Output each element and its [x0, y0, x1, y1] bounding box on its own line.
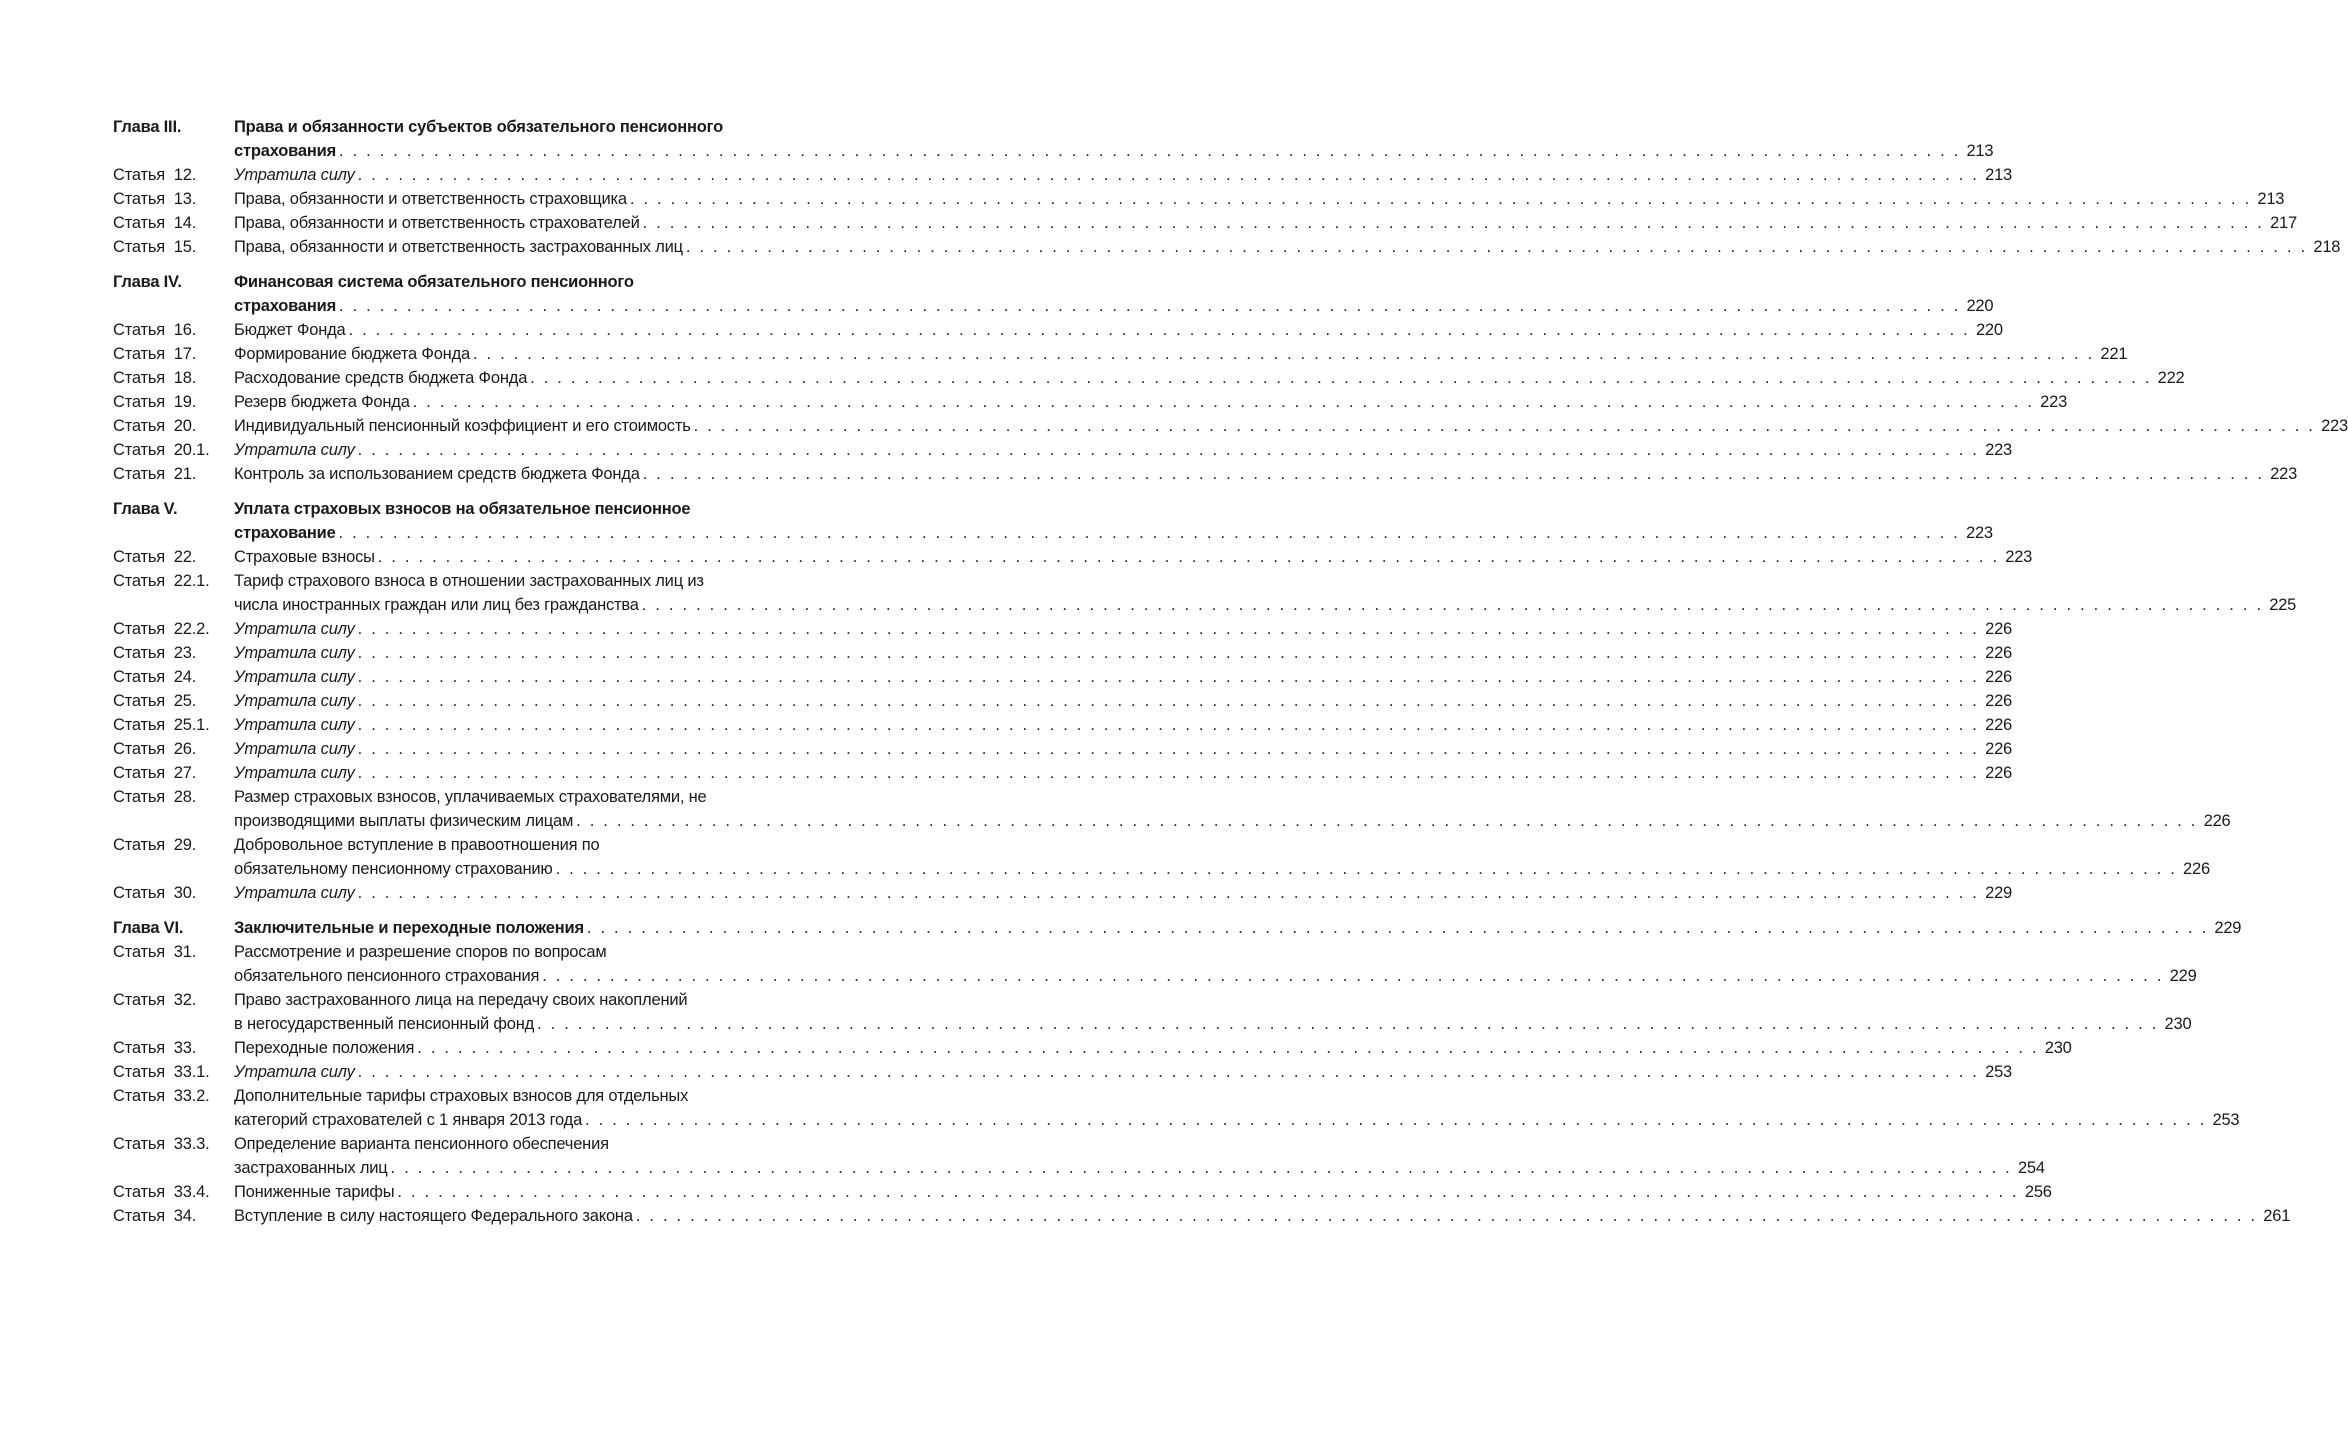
article-number: Статья 33. [113, 1039, 197, 1057]
dot-leader: . . . . . . . . . . . . . . . . . . . . . . . . . . . . . . . . . . . . . . . . . . . . . . . . . . . . . . . . . . . . . . . . . . . . . . . . . . . . . . . . . . . . . . . . . . . . . . . . . . . . . . . . . . . . . . . . . . . . . . . . [357, 692, 1980, 710]
title-text: числа иностранных граждан или лиц без гражданства [234, 596, 639, 614]
article-title [234, 187, 2285, 211]
title-text: Уплата страховых взносов на обязательное пенсионное [234, 500, 691, 518]
dot-leader: . . . . . . . . . . . . . . . . . . . . . . . . . . . . . . . . . . . . . . . . . . . . . . . . . . . . . . . . . . . . . . . . . . . . . . . . . . . . . . . . . . . . . . . . . . . . . . . . . . . . . . . . . . . . . . . . . . . . . . . . [555, 860, 2177, 878]
title-line [234, 593, 2297, 617]
chapter-number: Глава VI. [113, 919, 184, 937]
article-title [234, 390, 2068, 414]
article-title [234, 235, 2341, 259]
dot-leader: . . . . . . . . . . . . . . . . . . . . . . . . . . . . . . . . . . . . . . . . . . . . . . . . . . . . . . . . . . . . . . . . . . . . . . . . . . . . . . . . . . . . . . . . . . . . . . . . . . . . . . . . . . . . . . . . . . . . . . . . [357, 620, 1980, 638]
page-number: 225 [2269, 596, 2297, 614]
dot-leader: . . . . . . . . . . . . . . . . . . . . . . . . . . . . . . . . . . . . . . . . . . . . . . . . . . . . . . . . . . . . . . . . . . . . . . . . . . . . . . . . . . . . . . . . . . . . . . . . . . . . . . . . . . . . . . . . . . . . . . . . [635, 1207, 2258, 1225]
title-text: Тариф страхового взноса в отношении застрахованных лиц из [234, 572, 704, 590]
page-number: 254 [2017, 1159, 2045, 1177]
dot-leader: . . . . . . . . . . . . . . . . . . . . . . . . . . . . . . . . . . . . . . . . . . . . . . . . . . . . . . . . . . . . . . . . . . . . . . . . . . . . . . . . . . . . . . . . . . . . . . . . . . . . . . . . . . . . . . . . . . . . . . . . [397, 1183, 2019, 1201]
article-title [234, 1060, 2013, 1084]
title-line [234, 713, 2013, 737]
article-title [234, 545, 2033, 569]
article-entry[interactable] [113, 438, 2013, 462]
article-entry[interactable] [113, 761, 2013, 785]
article-title [234, 689, 2013, 713]
dot-leader: . . . . . . . . . . . . . . . . . . . . . . . . . . . . . . . . . . . . . . . . . . . . . . . . . . . . . . . . . . . . . . . . . . . . . . . . . . . . . . . . . . . . . . . . . . . . . . . . . . . . . . . . . . . . . . . . . . . . . . . . [685, 238, 2308, 256]
article-number: Статья 22.2. [113, 620, 210, 638]
title-line [234, 270, 831, 294]
title-line [234, 617, 2013, 641]
title-text: Утратила силу [234, 716, 355, 734]
article-entry[interactable] [113, 163, 2013, 187]
page-number: 221 [2100, 345, 2128, 363]
title-line [234, 414, 2348, 438]
title-line [234, 1108, 2240, 1132]
title-line [234, 545, 2033, 569]
article-entry[interactable] [113, 641, 2013, 665]
article-number: Статья 33.3. [113, 1135, 210, 1153]
title-text: Страховые взносы [234, 548, 375, 566]
title-text: Утратила силу [234, 441, 355, 459]
title-text: Права, обязанности и ответственность застрахованных лиц [234, 238, 683, 256]
article-entry[interactable] [113, 1060, 2013, 1084]
page-number: 223 [2270, 465, 2298, 483]
article-entry[interactable] [113, 187, 2285, 211]
article-title [234, 366, 2185, 390]
title-text: Утратила силу [234, 1063, 355, 1081]
chapter-title [234, 497, 1993, 545]
article-number: Статья 25. [113, 692, 197, 710]
page-number: 226 [1985, 740, 2013, 758]
article-entry[interactable] [113, 211, 2297, 235]
title-line [234, 641, 2013, 665]
title-line [234, 1036, 2072, 1060]
title-text: Бюджет Фонда [234, 321, 346, 339]
article-entry[interactable] [113, 569, 2297, 617]
article-number: Статья 31. [113, 943, 197, 961]
article-entry[interactable] [113, 1036, 2072, 1060]
title-line [234, 187, 2285, 211]
page-number: 253 [1985, 1063, 2013, 1081]
page-number: 261 [2263, 1207, 2291, 1225]
dot-leader: . . . . . . . . . . . . . . . . . . . . . . . . . . . . . . . . . . . . . . . . . . . . . . . . . . . . . . . . . . . . . . . . . . . . . . . . . . . . . . . . . . . . . . . . . . . . . . . . . . . . . . . . . . . . . . . . . . . . . . . . [357, 644, 1980, 662]
dot-leader: . . . . . . . . . . . . . . . . . . . . . . . . . . . . . . . . . . . . . . . . . . . . . . . . . . . . . . . . . . . . . . . . . . . . . . . . . . . . . . . . . . . . . . . . . . . . . . . . . . . . . . . . . . . . . . . . . . . . . . . . [377, 548, 2000, 566]
title-text: Утратила силу [234, 644, 355, 662]
article-title [234, 761, 2013, 785]
article-number: Статья 16. [113, 321, 197, 339]
page-number: 226 [1985, 764, 2013, 782]
dot-leader: . . . . . . . . . . . . . . . . . . . . . . . . . . . . . . . . . . . . . . . . . . . . . . . . . . . . . . . . . . . . . . . . . . . . . . . . . . . . . . . . . . . . . . . . . . . . . . . . . . . . . . . . . . . . . . . . . . . . . . . . [642, 465, 2265, 483]
title-line [234, 342, 2128, 366]
page-number: 229 [2214, 919, 2242, 937]
title-line [234, 438, 2013, 462]
article-number: Статья 14. [113, 214, 197, 232]
title-line [234, 497, 831, 521]
title-text: Вступление в силу настоящего Федерального закона [234, 1207, 633, 1225]
article-number: Статья 13. [113, 190, 197, 208]
dot-leader: . . . . . . . . . . . . . . . . . . . . . . . . . . . . . . . . . . . . . . . . . . . . . . . . . . . . . . . . . . . . . . . . . . . . . . . . . . . . . . . . . . . . . . . . . . . . . . . . . . . . . . . . . . . . . . . . . . . . . . . . [586, 919, 2209, 937]
title-text: Заключительные и переходные положения [234, 919, 584, 937]
article-title [234, 569, 2297, 617]
article-number: Статья 22.1. [113, 572, 210, 590]
dot-leader: . . . . . . . . . . . . . . . . . . . . . . . . . . . . . . . . . . . . . . . . . . . . . . . . . . . . . . . . . . . . . . . . . . . . . . . . . . . . . . . . . . . . . . . . . . . . . . . . . . . . . . . . . . . . . . . . . . . . . . . . [390, 1159, 2012, 1177]
page-number: 220 [1966, 297, 1994, 315]
dot-leader: . . . . . . . . . . . . . . . . . . . . . . . . . . . . . . . . . . . . . . . . . . . . . . . . . . . . . . . . . . . . . . . . . . . . . . . . . . . . . . . . . . . . . . . . . . . . . . . . . . . . . . . . . . . . . . . . . . . . . . . . [357, 740, 1980, 758]
title-line [234, 988, 831, 1012]
title-text: страхования [234, 297, 336, 315]
page-number: 230 [2164, 1015, 2192, 1033]
title-line [234, 916, 2242, 940]
title-line [234, 390, 2068, 414]
article-number: Статья 23. [113, 644, 197, 662]
dot-leader: . . . . . . . . . . . . . . . . . . . . . . . . . . . . . . . . . . . . . . . . . . . . . . . . . . . . . . . . . . . . . . . . . . . . . . . . . . . . . . . . . . . . . . . . . . . . . . . . . . . . . . . . . . . . . . . . . . . . . . . . [693, 417, 2316, 435]
article-number: Статья 34. [113, 1207, 197, 1225]
article-number: Статья 18. [113, 369, 197, 387]
title-line [234, 521, 1993, 545]
title-text: Добровольное вступление в правоотношения по [234, 836, 600, 854]
article-entry[interactable] [113, 318, 2003, 342]
article-number: Статья 32. [113, 991, 197, 1009]
title-text: Утратила силу [234, 620, 355, 638]
page-number: 223 [2040, 393, 2068, 411]
dot-leader: . . . . . . . . . . . . . . . . . . . . . . . . . . . . . . . . . . . . . . . . . . . . . . . . . . . . . . . . . . . . . . . . . . . . . . . . . . . . . . . . . . . . . . . . . . . . . . . . . . . . . . . . . . . . . . . . . . . . . . . . [537, 1015, 2159, 1033]
page-number: 218 [2313, 238, 2341, 256]
article-entry[interactable] [113, 881, 2013, 905]
title-text: застрахованных лиц [234, 1159, 388, 1177]
title-line [234, 833, 831, 857]
dot-leader: . . . . . . . . . . . . . . . . . . . . . . . . . . . . . . . . . . . . . . . . . . . . . . . . . . . . . . . . . . . . . . . . . . . . . . . . . . . . . . . . . . . . . . . . . . . . . . . . . . . . . . . . . . . . . . . . . . . . . . . . [338, 524, 1960, 542]
page-number: 213 [1985, 166, 2013, 184]
article-entry[interactable] [113, 689, 2013, 713]
title-line [234, 761, 2013, 785]
title-line [234, 235, 2341, 259]
title-text: Резерв бюджета Фонда [234, 393, 410, 411]
chapter-title [234, 916, 2242, 940]
article-entry[interactable] [113, 414, 2348, 438]
article-number: Статья 30. [113, 884, 197, 902]
article-entry[interactable] [113, 833, 2210, 881]
title-text: Утратила силу [234, 668, 355, 686]
title-text: страхования [234, 142, 336, 160]
article-number: Статья 21. [113, 465, 197, 483]
title-text: Права и обязанности субъектов обязательного пенсионного [234, 118, 723, 136]
title-line [234, 1084, 831, 1108]
page-number: 226 [2183, 860, 2210, 878]
page-number: 226 [1985, 620, 2013, 638]
dot-leader: . . . . . . . . . . . . . . . . . . . . . . . . . . . . . . . . . . . . . . . . . . . . . . . . . . . . . . . . . . . . . . . . . . . . . . . . . . . . . . . . . . . . . . . . . . . . . . . . . . . . . . . . . . . . . . . . . . . . . . . . [357, 166, 1980, 184]
article-number: Статья 33.2. [113, 1087, 210, 1105]
article-entry[interactable] [113, 737, 2013, 761]
title-text: Контроль за использованием средств бюджета Фонда [234, 465, 640, 483]
article-title [234, 462, 2298, 486]
title-line [234, 1060, 2013, 1084]
article-title [234, 737, 2013, 761]
title-text: производящими выплаты физическим лицам [234, 812, 574, 830]
article-entry[interactable] [113, 235, 2341, 259]
article-title [234, 1204, 2291, 1228]
dot-leader: . . . . . . . . . . . . . . . . . . . . . . . . . . . . . . . . . . . . . . . . . . . . . . . . . . . . . . . . . . . . . . . . . . . . . . . . . . . . . . . . . . . . . . . . . . . . . . . . . . . . . . . . . . . . . . . . . . . . . . . . [357, 884, 1980, 902]
page-number: 223 [1965, 524, 1993, 542]
title-line [234, 1180, 2052, 1204]
article-entry[interactable] [113, 785, 2231, 833]
article-number: Статья 22. [113, 548, 197, 566]
article-number: Статья 27. [113, 764, 197, 782]
article-entry[interactable] [113, 390, 2068, 414]
title-line [234, 857, 2210, 881]
title-line [234, 964, 2197, 988]
page-number: 226 [1985, 668, 2013, 686]
chapter-title [234, 270, 1994, 318]
dot-leader: . . . . . . . . . . . . . . . . . . . . . . . . . . . . . . . . . . . . . . . . . . . . . . . . . . . . . . . . . . . . . . . . . . . . . . . . . . . . . . . . . . . . . . . . . . . . . . . . . . . . . . . . . . . . . . . . . . . . . . . . [585, 1111, 2207, 1129]
dot-leader: . . . . . . . . . . . . . . . . . . . . . . . . . . . . . . . . . . . . . . . . . . . . . . . . . . . . . . . . . . . . . . . . . . . . . . . . . . . . . . . . . . . . . . . . . . . . . . . . . . . . . . . . . . . . . . . . . . . . . . . . [357, 441, 1980, 459]
title-text: Право застрахованного лица на передачу своих накоплений [234, 991, 688, 1009]
page-number: 223 [2321, 417, 2348, 435]
title-line [234, 1132, 831, 1156]
dot-leader: . . . . . . . . . . . . . . . . . . . . . . . . . . . . . . . . . . . . . . . . . . . . . . . . . . . . . . . . . . . . . . . . . . . . . . . . . . . . . . . . . . . . . . . . . . . . . . . . . . . . . . . . . . . . . . . . . . . . . . . . [542, 967, 2164, 985]
title-line [234, 294, 1994, 318]
dot-leader: . . . . . . . . . . . . . . . . . . . . . . . . . . . . . . . . . . . . . . . . . . . . . . . . . . . . . . . . . . . . . . . . . . . . . . . . . . . . . . . . . . . . . . . . . . . . . . . . . . . . . . . . . . . . . . . . . . . . . . . . [641, 596, 2264, 614]
page-number: 213 [1966, 142, 1994, 160]
article-title [234, 163, 2013, 187]
title-text: Права, обязанности и ответственность страхователей [234, 214, 640, 232]
article-title [234, 211, 2297, 235]
article-entry[interactable] [113, 940, 2197, 988]
title-line [234, 809, 2231, 833]
title-line [234, 1204, 2291, 1228]
dot-leader: . . . . . . . . . . . . . . . . . . . . . . . . . . . . . . . . . . . . . . . . . . . . . . . . . . . . . . . . . . . . . . . . . . . . . . . . . . . . . . . . . . . . . . . . . . . . . . . . . . . . . . . . . . . . . . . . . . . . . . . . [576, 812, 2198, 830]
title-line [234, 115, 831, 139]
dot-leader: . . . . . . . . . . . . . . . . . . . . . . . . . . . . . . . . . . . . . . . . . . . . . . . . . . . . . . . . . . . . . . . . . . . . . . . . . . . . . . . . . . . . . . . . . . . . . . . . . . . . . . . . . . . . . . . . . . . . . . . . [357, 668, 1980, 686]
page-number: 220 [1975, 321, 2003, 339]
title-text: Определение варианта пенсионного обеспечения [234, 1135, 609, 1153]
article-entry[interactable] [113, 366, 2185, 390]
title-line [234, 689, 2013, 713]
title-line [234, 139, 1994, 163]
article-number: Статья 33.4. [113, 1183, 210, 1201]
article-entry[interactable] [113, 1180, 2052, 1204]
article-number: Статья 19. [113, 393, 197, 411]
title-line [234, 211, 2297, 235]
article-number: Статья 20. [113, 417, 197, 435]
page-number: 217 [2270, 214, 2297, 232]
page-number: 223 [1985, 441, 2013, 459]
title-line [234, 940, 831, 964]
dot-leader: . . . . . . . . . . . . . . . . . . . . . . . . . . . . . . . . . . . . . . . . . . . . . . . . . . . . . . . . . . . . . . . . . . . . . . . . . . . . . . . . . . . . . . . . . . . . . . . . . . . . . . . . . . . . . . . . . . . . . . . . [412, 393, 2035, 411]
article-number: Статья 12. [113, 166, 197, 184]
article-title [234, 833, 2210, 881]
chapter-heading[interactable] [113, 115, 1994, 163]
article-title [234, 940, 2197, 988]
dot-leader: . . . . . . . . . . . . . . . . . . . . . . . . . . . . . . . . . . . . . . . . . . . . . . . . . . . . . . . . . . . . . . . . . . . . . . . . . . . . . . . . . . . . . . . . . . . . . . . . . . . . . . . . . . . . . . . . . . . . . . . . [339, 142, 1961, 160]
dot-leader: . . . . . . . . . . . . . . . . . . . . . . . . . . . . . . . . . . . . . . . . . . . . . . . . . . . . . . . . . . . . . . . . . . . . . . . . . . . . . . . . . . . . . . . . . . . . . . . . . . . . . . . . . . . . . . . . . . . . . . . . [339, 297, 1961, 315]
article-title [234, 641, 2013, 665]
article-entry[interactable] [113, 665, 2013, 689]
title-line [234, 318, 2003, 342]
dot-leader: . . . . . . . . . . . . . . . . . . . . . . . . . . . . . . . . . . . . . . . . . . . . . . . . . . . . . . . . . . . . . . . . . . . . . . . . . . . . . . . . . . . . . . . . . . . . . . . . . . . . . . . . . . . . . . . . . . . . . . . . [417, 1039, 2039, 1057]
page-number: 226 [1985, 692, 2013, 710]
chapter-title [234, 115, 1994, 163]
article-number: Статья 20.1. [113, 441, 210, 459]
chapter-heading[interactable] [113, 270, 1994, 318]
title-text: Размер страховых взносов, уплачиваемых страхователями, не [234, 788, 707, 806]
article-entry[interactable] [113, 988, 2192, 1036]
article-number: Статья 25.1. [113, 716, 210, 734]
article-title [234, 414, 2348, 438]
title-line [234, 881, 2013, 905]
dot-leader: . . . . . . . . . . . . . . . . . . . . . . . . . . . . . . . . . . . . . . . . . . . . . . . . . . . . . . . . . . . . . . . . . . . . . . . . . . . . . . . . . . . . . . . . . . . . . . . . . . . . . . . . . . . . . . . . . . . . . . . . [348, 321, 1970, 339]
article-title [234, 881, 2013, 905]
chapter-number: Глава III. [113, 118, 182, 136]
article-title [234, 617, 2013, 641]
article-number: Статья 15. [113, 238, 197, 256]
page-number: 226 [1985, 716, 2013, 734]
title-line [234, 569, 831, 593]
title-line [234, 462, 2298, 486]
title-line [234, 366, 2185, 390]
table-of-contents [113, 115, 2348, 1228]
page-number: 226 [2203, 812, 2231, 830]
chapter-number: Глава IV. [113, 273, 182, 291]
title-text: Утратила силу [234, 884, 355, 902]
dot-leader: . . . . . . . . . . . . . . . . . . . . . . . . . . . . . . . . . . . . . . . . . . . . . . . . . . . . . . . . . . . . . . . . . . . . . . . . . . . . . . . . . . . . . . . . . . . . . . . . . . . . . . . . . . . . . . . . . . . . . . . . [530, 369, 2152, 387]
article-title [234, 988, 2192, 1036]
dot-leader: . . . . . . . . . . . . . . . . . . . . . . . . . . . . . . . . . . . . . . . . . . . . . . . . . . . . . . . . . . . . . . . . . . . . . . . . . . . . . . . . . . . . . . . . . . . . . . . . . . . . . . . . . . . . . . . . . . . . . . . . [472, 345, 2095, 363]
article-title [234, 342, 2128, 366]
title-line [234, 737, 2013, 761]
chapter-number: Глава V. [113, 500, 178, 518]
article-number: Статья 33.1. [113, 1063, 210, 1081]
title-text: в негосударственный пенсионный фонд [234, 1015, 535, 1033]
title-line [234, 665, 2013, 689]
article-title [234, 1132, 2045, 1180]
article-title [234, 785, 2231, 833]
title-line [234, 1156, 2045, 1180]
title-line [234, 163, 2013, 187]
title-text: Рассмотрение и разрешение споров по вопросам [234, 943, 607, 961]
title-line [234, 1012, 2192, 1036]
title-text: Расходование средств бюджета Фонда [234, 369, 528, 387]
title-text: обязательному пенсионному страхованию [234, 860, 553, 878]
article-number: Статья 17. [113, 345, 197, 363]
page-number: 226 [1985, 644, 2013, 662]
article-title [234, 438, 2013, 462]
page-number: 213 [2257, 190, 2285, 208]
title-text: Финансовая система обязательного пенсионного [234, 273, 634, 291]
title-text: Дополнительные тарифы страховых взносов для отдельных [234, 1087, 689, 1105]
title-text: Переходные положения [234, 1039, 415, 1057]
article-title [234, 1036, 2072, 1060]
title-text: Пониженные тарифы [234, 1183, 395, 1201]
article-number: Статья 28. [113, 788, 197, 806]
title-line [234, 785, 831, 809]
article-number: Статья 26. [113, 740, 197, 758]
chapter-heading[interactable] [113, 916, 2242, 940]
dot-leader: . . . . . . . . . . . . . . . . . . . . . . . . . . . . . . . . . . . . . . . . . . . . . . . . . . . . . . . . . . . . . . . . . . . . . . . . . . . . . . . . . . . . . . . . . . . . . . . . . . . . . . . . . . . . . . . . . . . . . . . . [357, 716, 1980, 734]
article-entry[interactable] [113, 342, 2128, 366]
page-number: 229 [2169, 967, 2197, 985]
article-entry[interactable] [113, 713, 2013, 737]
title-text: обязательного пенсионного страхования [234, 967, 540, 985]
article-number: Статья 29. [113, 836, 197, 854]
article-entry[interactable] [113, 1204, 2291, 1228]
title-text: Формирование бюджета Фонда [234, 345, 470, 363]
title-text: страхование [234, 524, 336, 542]
title-text: Утратила силу [234, 764, 355, 782]
title-text: Утратила силу [234, 692, 355, 710]
article-entry[interactable] [113, 545, 2033, 569]
title-text: Утратила силу [234, 166, 355, 184]
article-entry[interactable] [113, 1132, 2045, 1180]
dot-leader: . . . . . . . . . . . . . . . . . . . . . . . . . . . . . . . . . . . . . . . . . . . . . . . . . . . . . . . . . . . . . . . . . . . . . . . . . . . . . . . . . . . . . . . . . . . . . . . . . . . . . . . . . . . . . . . . . . . . . . . . [629, 190, 2252, 208]
page-number: 229 [1985, 884, 2013, 902]
page-number: 253 [2212, 1111, 2240, 1129]
dot-leader: . . . . . . . . . . . . . . . . . . . . . . . . . . . . . . . . . . . . . . . . . . . . . . . . . . . . . . . . . . . . . . . . . . . . . . . . . . . . . . . . . . . . . . . . . . . . . . . . . . . . . . . . . . . . . . . . . . . . . . . . [357, 1063, 1980, 1081]
dot-leader: . . . . . . . . . . . . . . . . . . . . . . . . . . . . . . . . . . . . . . . . . . . . . . . . . . . . . . . . . . . . . . . . . . . . . . . . . . . . . . . . . . . . . . . . . . . . . . . . . . . . . . . . . . . . . . . . . . . . . . . . [642, 214, 2265, 232]
article-title [234, 713, 2013, 737]
page-number: 256 [2024, 1183, 2052, 1201]
dot-leader: . . . . . . . . . . . . . . . . . . . . . . . . . . . . . . . . . . . . . . . . . . . . . . . . . . . . . . . . . . . . . . . . . . . . . . . . . . . . . . . . . . . . . . . . . . . . . . . . . . . . . . . . . . . . . . . . . . . . . . . . [357, 764, 1980, 782]
title-text: Индивидуальный пенсионный коэффициент и его стоимость [234, 417, 691, 435]
page-number: 223 [2005, 548, 2033, 566]
page-number: 222 [2157, 369, 2185, 387]
title-text: Права, обязанности и ответственность страховщика [234, 190, 627, 208]
chapter-heading[interactable] [113, 497, 1993, 545]
article-title [234, 1180, 2052, 1204]
article-entry[interactable] [113, 617, 2013, 641]
article-title [234, 1084, 2240, 1132]
article-entry[interactable] [113, 1084, 2240, 1132]
page-number: 230 [2044, 1039, 2072, 1057]
article-title [234, 665, 2013, 689]
article-title [234, 318, 2003, 342]
title-text: Утратила силу [234, 740, 355, 758]
article-number: Статья 24. [113, 668, 197, 686]
title-text: категорий страхователей с 1 января 2013 года [234, 1111, 583, 1129]
article-entry[interactable] [113, 462, 2298, 486]
